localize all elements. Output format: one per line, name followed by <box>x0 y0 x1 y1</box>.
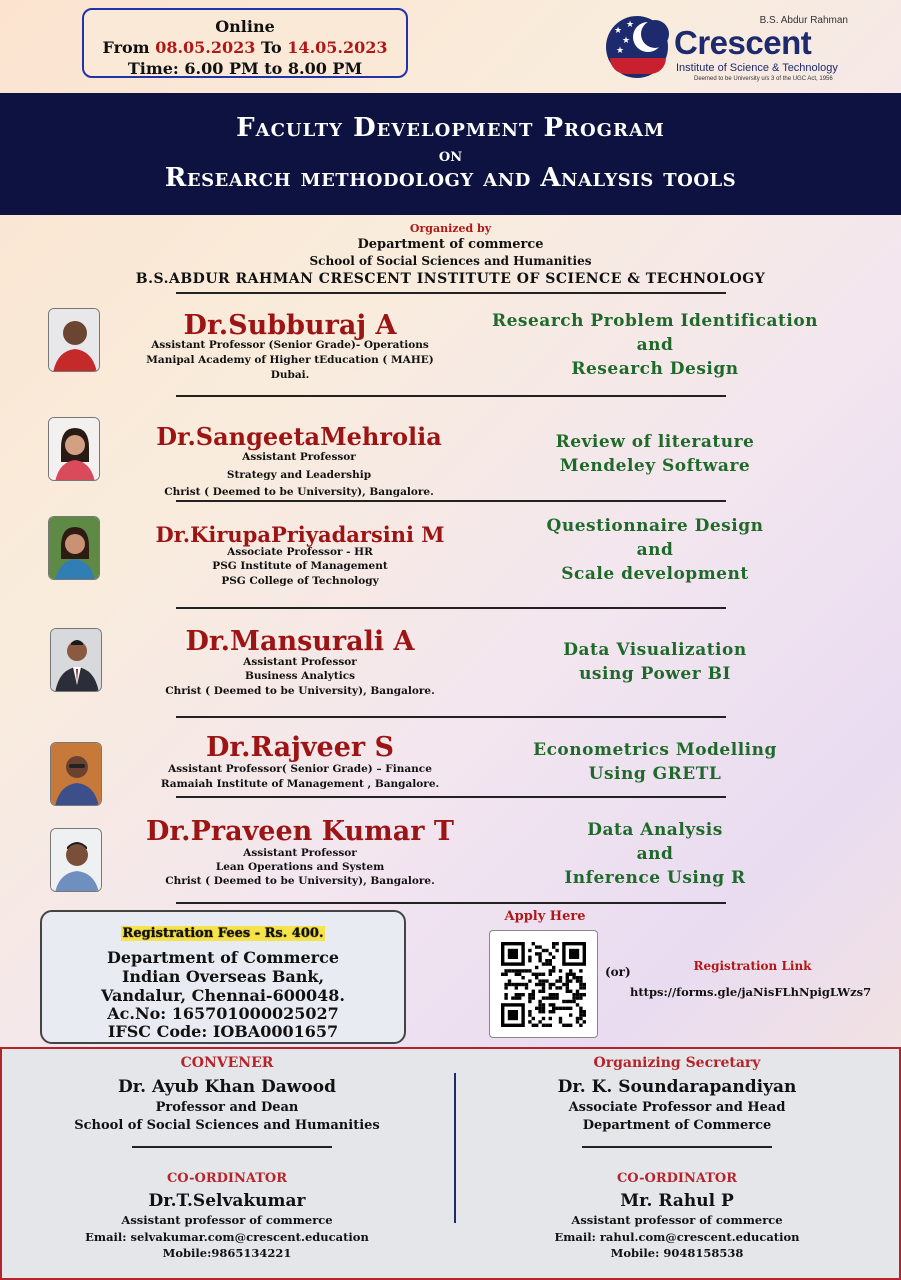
session-topic: Data Visualization <box>563 640 747 660</box>
divider <box>132 1146 332 1148</box>
session-topic: using Power BI <box>579 664 731 684</box>
session-topic: Review of literature <box>555 432 755 452</box>
speaker-photo <box>50 742 102 806</box>
speaker-detail: Christ ( Deemed to be University), Bangalore. <box>165 685 435 697</box>
speaker-photo <box>50 828 102 892</box>
star-icon: ★ <box>622 36 631 46</box>
session-topic: Research Design <box>571 359 739 379</box>
to-date: 14.05.2023 <box>287 38 388 57</box>
speaker-name: Dr.Rajveer S <box>205 732 395 763</box>
convener-title: CONVENER <box>180 1055 274 1071</box>
speaker-detail: Business Analytics <box>244 670 356 682</box>
secretary-detail: Department of Commerce <box>582 1118 772 1133</box>
coordinator-mobile: Mobile:9865134221 <box>162 1246 292 1260</box>
convener-detail: Professor and Dean <box>155 1100 299 1115</box>
divider <box>176 716 726 718</box>
convener-name: Dr. Ayub Khan Dawood <box>118 1077 336 1097</box>
logo-swoosh <box>610 58 666 74</box>
organizer-department: Department of commerce <box>357 237 544 252</box>
speaker-detail: Strategy and Leadership <box>226 469 372 481</box>
qr-code-icon[interactable] <box>490 931 597 1037</box>
speaker-photo <box>50 628 102 692</box>
registration-fee-text: Registration Fees - Rs. 400. <box>122 926 324 941</box>
speaker-detail: Ramaiah Institute of Management , Bangalore. <box>160 778 440 790</box>
speaker-detail: Christ ( Deemed to be University), Bangalore. <box>165 875 435 887</box>
to-label: To <box>260 38 282 57</box>
speaker-detail: Assistant Professor <box>243 656 357 668</box>
banner-on: on <box>438 145 463 166</box>
logo-tagline: Deemed to be University u/s 3 of the UGC Act, 1956 <box>694 76 833 82</box>
coordinator-title: CO-ORDINATOR <box>166 1171 288 1186</box>
speaker-name: Dr.Praveen Kumar T <box>146 816 454 847</box>
crescent-logo <box>606 12 856 84</box>
bank-detail: Vandalur, Chennai-600048. <box>101 986 345 1005</box>
organizer-institute: B.S.ABDUR RAHMAN CRESCENT INSTITUTE OF SCIENCE & TECHNOLOGY <box>135 271 766 287</box>
session-topic: Using GRETL <box>588 764 722 784</box>
banner-subtitle: Research methodology and Analysis tools <box>164 163 737 193</box>
contacts-panel <box>0 1047 901 1280</box>
mode-text: Online <box>215 17 275 36</box>
apply-here-label: Apply Here <box>504 909 586 924</box>
speaker-photo <box>48 308 100 372</box>
bank-detail: Indian Overseas Bank, <box>121 967 325 986</box>
divider <box>176 395 726 397</box>
time-text: Time: 6.00 PM to 8.00 PM <box>127 59 363 78</box>
coordinator-name: Dr.T.Selvakumar <box>148 1191 306 1211</box>
session-topic: Data Analysis <box>587 820 723 840</box>
coordinator-name: Mr. Rahul P <box>620 1191 734 1211</box>
divider <box>176 902 726 904</box>
speaker-photo <box>48 417 100 481</box>
column-divider <box>454 1073 456 1223</box>
schedule-box <box>82 8 408 78</box>
speaker-detail: Associate Professor - HR <box>227 546 373 558</box>
bank-detail: IFSC Code: IOBA0001657 <box>107 1022 339 1041</box>
divider <box>176 500 726 502</box>
registration-fee <box>42 926 404 941</box>
session-topic: and <box>636 844 674 864</box>
coordinator-mobile: Mobile: 9048158538 <box>610 1246 744 1260</box>
session-topic: and <box>636 335 674 355</box>
from-label: From <box>102 38 150 57</box>
speaker-detail: Manipal Academy of Higher tEducation ( MAHE) <box>146 354 434 366</box>
session-topic: Inference Using R <box>564 868 746 888</box>
speaker-name: Dr.Subburaj A <box>183 310 397 341</box>
bank-detail: Department of Commerce <box>106 948 340 967</box>
star-icon: ★ <box>626 20 635 30</box>
speaker-detail: PSG College of Technology <box>221 575 379 587</box>
speaker-name: Dr.KirupaPriyadarsini M <box>155 522 445 547</box>
speaker-name: Dr.SangeetaMehrolia <box>156 422 442 451</box>
banner-title: Faculty Development Program <box>236 113 665 143</box>
organizer-school: School of Social Sciences and Humanities <box>309 254 592 268</box>
secretary-name: Dr. K. Soundarapandiyan <box>557 1077 797 1097</box>
crescent-moon-cut <box>641 20 669 48</box>
divider <box>176 796 726 798</box>
organized-by-label: Organized by <box>409 222 492 235</box>
coordinator-designation: Assistant professor of commerce <box>571 1213 783 1227</box>
logo-top-text: B.S. Abdur Rahman <box>759 15 848 26</box>
registration-link[interactable]: https://forms.gle/jaNisFLhNpigLWzs7 <box>630 985 872 999</box>
divider <box>176 292 726 294</box>
date-range <box>84 37 406 58</box>
coordinator-email[interactable]: Email: rahul.com@crescent.education <box>554 1230 800 1244</box>
secretary-detail: Associate Professor and Head <box>568 1100 786 1115</box>
star-icon: ★ <box>614 26 623 36</box>
or-label: (or) <box>605 965 631 979</box>
speaker-detail: Assistant Professor (Senior Grade)- Operations <box>151 339 429 351</box>
speaker-name: Dr.Mansurali A <box>185 626 415 657</box>
secretary-title: Organizing Secretary <box>593 1055 761 1071</box>
speaker-detail: PSG Institute of Management <box>212 560 388 572</box>
coordinator-designation: Assistant professor of commerce <box>121 1213 333 1227</box>
session-topic: Econometrics Modelling <box>533 740 777 760</box>
divider <box>176 607 726 609</box>
convener-detail: School of Social Sciences and Humanities <box>74 1118 380 1133</box>
speaker-detail: Assistant Professor( Senior Grade) – Finance <box>168 763 432 775</box>
session-topic: Research Problem Identification <box>491 311 819 331</box>
star-icon: ★ <box>616 46 625 56</box>
speaker-detail: Lean Operations and System <box>215 861 385 873</box>
coordinator-title: CO-ORDINATOR <box>616 1171 738 1186</box>
speaker-detail: Dubai. <box>270 369 310 381</box>
speaker-photo <box>48 516 100 580</box>
session-topic: Mendeley Software <box>559 456 751 476</box>
registration-link-label: Registration Link <box>693 959 812 973</box>
bank-detail: Ac.No: 165701000025027 <box>107 1004 339 1023</box>
logo-name: Crescent <box>674 24 812 61</box>
speaker-detail: Assistant Professor <box>242 451 356 463</box>
speaker-detail: Christ ( Deemed to be University), Bangalore. <box>164 486 434 498</box>
session-topic: Scale development <box>561 564 749 584</box>
logo-subtitle: Institute of Science & Technology <box>676 62 838 74</box>
session-topic: and <box>636 540 674 560</box>
qr-code[interactable] <box>489 930 598 1038</box>
coordinator-email[interactable]: Email: selvakumar.com@crescent.education <box>85 1230 369 1244</box>
title-banner <box>0 93 901 215</box>
divider <box>582 1146 772 1148</box>
registration-box <box>40 910 406 1044</box>
from-date: 08.05.2023 <box>155 38 256 57</box>
session-topic: Questionnaire Design <box>546 516 764 536</box>
speaker-detail: Assistant Professor <box>243 847 357 859</box>
